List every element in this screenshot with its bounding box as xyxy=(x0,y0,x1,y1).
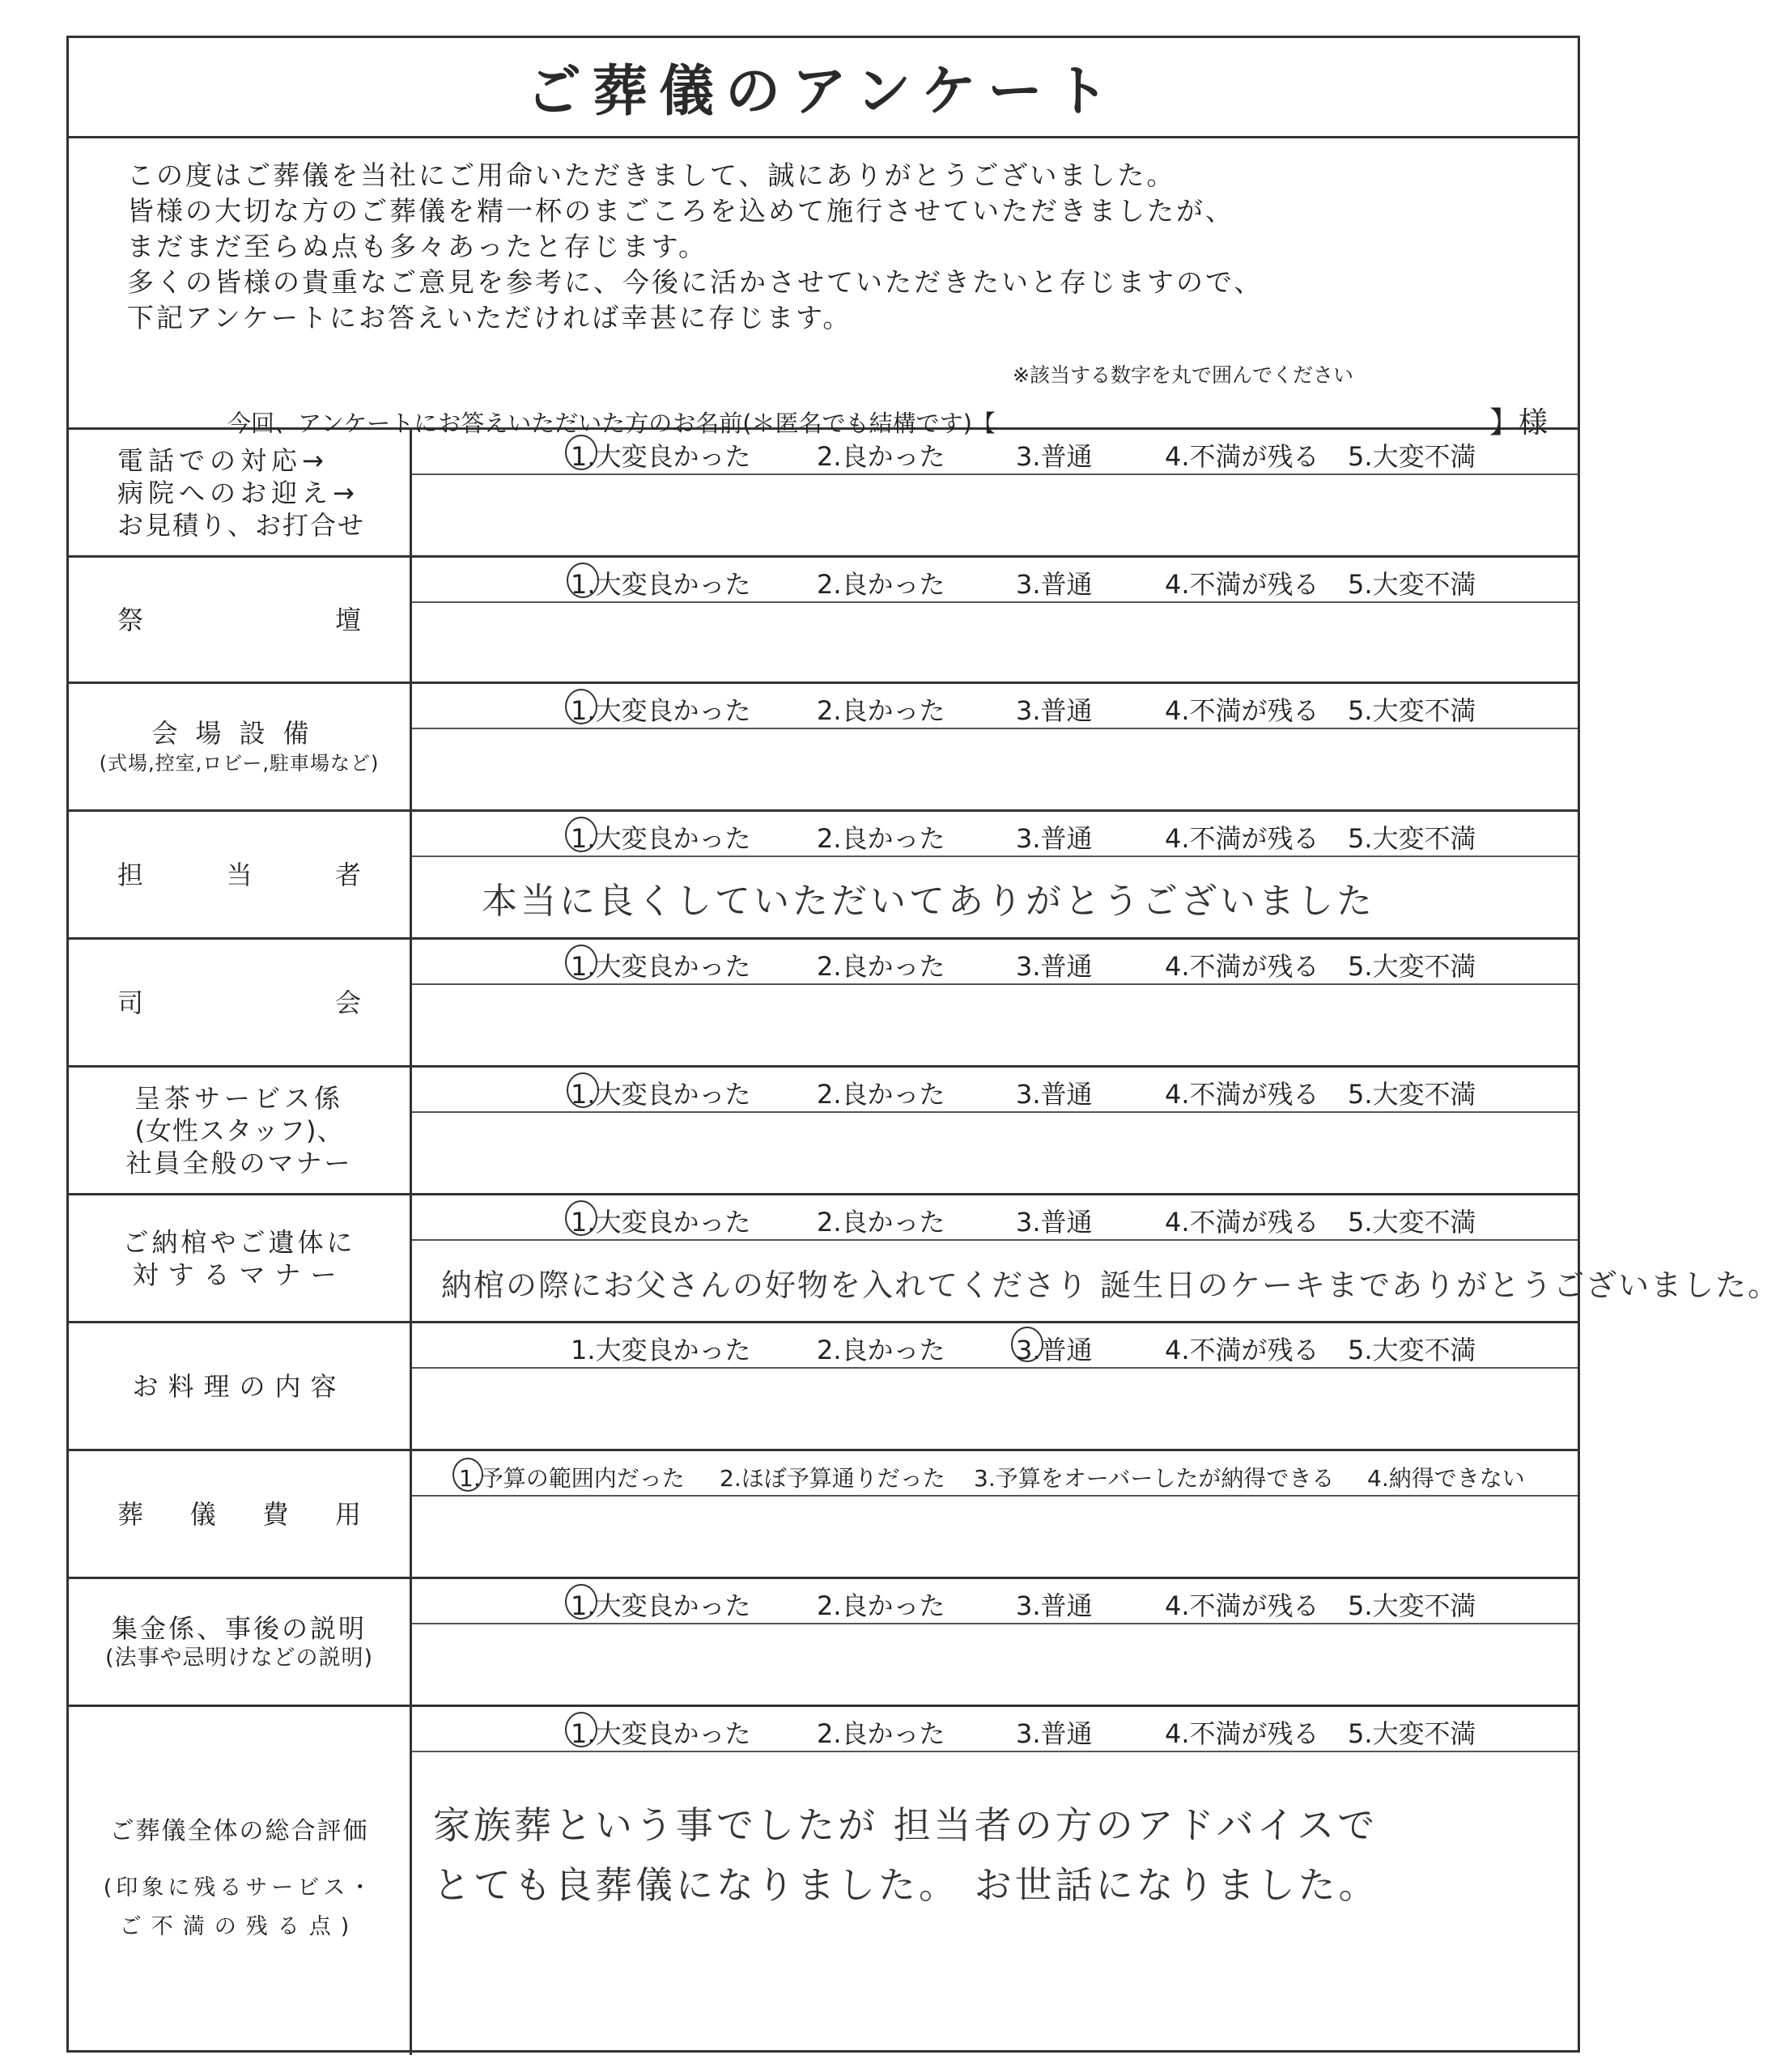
rating-option-2[interactable]: 2.良かった xyxy=(817,441,945,472)
question-row-altar xyxy=(69,558,1578,684)
question-label-line: 社員全般のマナー xyxy=(125,1147,353,1178)
rating-options xyxy=(412,1579,1578,1624)
rating-option-2[interactable]: 2.良かった xyxy=(817,1718,945,1749)
rating-option-2[interactable]: 2.良かった xyxy=(817,695,945,726)
label-char: 会 xyxy=(334,987,361,1018)
rating-option-2[interactable]: 2.良かった xyxy=(817,951,945,982)
cost-option-4[interactable]: 4.納得できない xyxy=(1367,1465,1525,1492)
question-row-mc xyxy=(69,940,1578,1068)
label-char: 費 xyxy=(262,1498,289,1530)
question-row-food xyxy=(69,1323,1578,1451)
rating-options xyxy=(412,1068,1578,1113)
question-label-sub: (印象に残るサービス・ xyxy=(103,1875,376,1900)
question-label xyxy=(69,1579,412,1705)
question-label-line: ご納棺やご遺体に xyxy=(122,1226,356,1258)
handwritten-comment: 家族葬という事でしたが 担当者の方のアドバイスで xyxy=(433,1803,1379,1847)
rating-option-3[interactable]: 3.普通 xyxy=(1016,1718,1093,1749)
question-label-line xyxy=(117,859,361,891)
rating-option-1[interactable]: 1.大変良かった xyxy=(571,695,751,726)
rating-option-3[interactable]: 3.普通 xyxy=(1016,1590,1093,1621)
question-label xyxy=(69,1195,412,1321)
rating-option-4[interactable]: 4.不満が残る xyxy=(1165,823,1319,854)
label-char: 葬 xyxy=(117,1498,144,1530)
label-char: 用 xyxy=(334,1498,361,1530)
rating-option-4[interactable]: 4.不満が残る xyxy=(1165,951,1319,982)
label-char: 当 xyxy=(226,859,253,890)
question-label-sub: (法事や忌明けなどの説明) xyxy=(104,1645,374,1671)
rating-option-5[interactable]: 5.大変不満 xyxy=(1348,441,1476,472)
rating-option-4[interactable]: 4.不満が残る xyxy=(1165,695,1319,726)
question-label xyxy=(69,1068,412,1193)
rating-option-1[interactable]: 1.大変良かった xyxy=(571,1079,751,1110)
question-label-line: 対するマナー xyxy=(132,1259,346,1290)
intro-line: 下記アンケートにお答えいただければ幸甚に存じます。 xyxy=(127,302,852,333)
rating-option-1[interactable]: 1.大変良かった xyxy=(571,441,751,472)
label-char: 祭 xyxy=(117,604,144,635)
cost-option-2[interactable]: 2.ほぼ予算通りだった xyxy=(720,1465,945,1492)
rating-option-5[interactable]: 5.大変不満 xyxy=(1348,1079,1476,1110)
rating-option-5[interactable]: 5.大変不満 xyxy=(1348,1335,1476,1365)
question-label-line xyxy=(117,1498,361,1531)
handwritten-comment: とても良葬儀になりました。 お世話になりました。 xyxy=(433,1863,1379,1907)
rating-option-1[interactable]: 1.大変良かった xyxy=(571,1590,751,1621)
question-label-line xyxy=(117,987,361,1019)
rating-options xyxy=(412,812,1578,857)
page-title: ご葬儀のアンケート xyxy=(526,60,1120,124)
question-row-staff xyxy=(69,812,1578,940)
rating-option-1[interactable]: 1.大変良かった xyxy=(571,569,751,600)
question-label xyxy=(69,812,412,937)
handwritten-comment: 本当に良くしていただいてありがとうございました xyxy=(482,881,1375,922)
intro-line: この度はご葬儀を当社にご用命いただきまして、誠にありがとうございました。 xyxy=(127,159,1176,191)
instruction-note: ※該当する数字を丸で囲んでください xyxy=(1013,363,1353,387)
survey-sheet xyxy=(66,36,1780,2053)
question-label-line: ご葬儀全体の総合評価 xyxy=(109,1817,369,1845)
question-label xyxy=(69,684,412,809)
intro-line: まだまだ至らぬ点も多々あったと存じます。 xyxy=(127,231,708,262)
rating-option-1[interactable]: 1.大変良かった xyxy=(571,1207,751,1238)
rating-option-1[interactable]: 1.大変良かった xyxy=(571,823,751,854)
cost-options xyxy=(412,1451,1578,1497)
label-char: 壇 xyxy=(334,604,361,635)
rating-option-4[interactable]: 4.不満が残る xyxy=(1165,569,1319,600)
question-label-line: (女性スタッフ)、 xyxy=(134,1115,344,1146)
question-row-venue xyxy=(69,684,1578,812)
question-row-overall xyxy=(69,1707,1578,2055)
rating-option-3[interactable]: 3.普通 xyxy=(1016,1207,1093,1238)
question-row-tea-service xyxy=(69,1068,1578,1195)
rating-option-3[interactable]: 3.普通 xyxy=(1016,951,1093,982)
question-label-line xyxy=(117,604,361,636)
rating-options xyxy=(412,1323,1578,1369)
rating-option-5[interactable]: 5.大変不満 xyxy=(1348,823,1476,854)
question-label xyxy=(69,430,412,555)
rating-option-2[interactable]: 2.良かった xyxy=(817,1335,945,1365)
question-label-line: お料理の内容 xyxy=(132,1370,346,1402)
rating-option-4[interactable]: 4.不満が残る xyxy=(1165,1335,1319,1365)
cost-option-1[interactable]: 1.予算の範囲内だった xyxy=(459,1465,685,1492)
rating-option-3[interactable]: 3.普通 xyxy=(1016,1079,1093,1110)
intro-section xyxy=(69,138,1578,439)
rating-options xyxy=(412,1195,1578,1241)
question-row-cost xyxy=(69,1451,1578,1579)
rating-option-2[interactable]: 2.良かった xyxy=(817,1079,945,1110)
question-label xyxy=(69,558,412,681)
question-label xyxy=(69,1323,412,1449)
respondent-name-suffix: 】様 xyxy=(1489,406,1548,439)
intro-line: 皆様の大切な方のご葬儀を精一杯のまごころを込めて施行させていただきましたが、 xyxy=(127,195,1234,227)
rating-option-2[interactable]: 2.良かった xyxy=(817,569,945,600)
label-char: 担 xyxy=(117,859,144,890)
rating-option-5[interactable]: 5.大変不満 xyxy=(1348,1590,1476,1621)
rating-option-1[interactable]: 1.大変良かった xyxy=(571,1718,751,1749)
question-row-phone xyxy=(69,430,1578,558)
question-label xyxy=(69,940,412,1065)
rating-option-2[interactable]: 2.良かった xyxy=(817,823,945,854)
rating-option-5[interactable]: 5.大変不満 xyxy=(1348,1718,1476,1749)
question-label-line: 病院へのお迎え→ xyxy=(117,477,359,508)
rating-option-5[interactable]: 5.大変不満 xyxy=(1348,569,1476,600)
rating-option-3[interactable]: 3.普通 xyxy=(1016,823,1093,854)
rating-option-5[interactable]: 5.大変不満 xyxy=(1348,1207,1476,1238)
rating-options xyxy=(412,684,1578,729)
respondent-name-label: 今回、アンケートにお答えいただいた方のお名前(＊匿名でも結構です)【 xyxy=(227,410,996,437)
rating-option-2[interactable]: 2.良かった xyxy=(817,1590,945,1621)
question-label xyxy=(69,1707,412,2055)
label-char: 司 xyxy=(117,987,144,1018)
rating-options xyxy=(412,558,1578,603)
rating-option-3[interactable]: 3.普通 xyxy=(1016,569,1093,600)
cost-option-3[interactable]: 3.予算をオーバーしたが納得できる xyxy=(974,1465,1335,1492)
handwritten-comment: 納棺の際にお父さんの好物を入れてくださり 誕生日のケーキまでありがとうございました。 xyxy=(441,1267,1780,1303)
rating-option-4[interactable]: 4.不満が残る xyxy=(1165,1718,1319,1749)
title-band xyxy=(69,38,1578,138)
rating-options xyxy=(412,1707,1578,1752)
question-label xyxy=(69,1451,412,1577)
rating-option-4[interactable]: 4.不満が残る xyxy=(1165,441,1319,472)
rating-option-3[interactable]: 3.普通 xyxy=(1016,1335,1093,1365)
rating-option-5[interactable]: 5.大変不満 xyxy=(1348,951,1476,982)
question-label-sub: (式場,控室,ロビー,駐車場など) xyxy=(99,751,380,775)
question-row-payment xyxy=(69,1579,1578,1707)
question-label-sub: ご不満の残る点) xyxy=(119,1914,359,1939)
label-char: 者 xyxy=(334,859,361,890)
rating-option-5[interactable]: 5.大変不満 xyxy=(1348,695,1476,726)
rating-option-3[interactable]: 3.普通 xyxy=(1016,695,1093,726)
rating-option-4[interactable]: 4.不満が残る xyxy=(1165,1207,1319,1238)
rating-option-1[interactable]: 1.大変良かった xyxy=(571,1335,751,1365)
rating-option-3[interactable]: 3.普通 xyxy=(1016,441,1093,472)
question-label-line: 呈茶サービス係 xyxy=(134,1082,344,1114)
rating-options xyxy=(412,940,1578,985)
rating-option-4[interactable]: 4.不満が残る xyxy=(1165,1590,1319,1621)
rating-option-4[interactable]: 4.不満が残る xyxy=(1165,1079,1319,1110)
question-label-line: 会場設備 xyxy=(151,717,327,749)
label-char: 儀 xyxy=(189,1498,216,1530)
intro-line: 多くの皆様の貴重なご意見を参考に、今後に活かさせていただきたいと存じますので、 xyxy=(127,266,1264,298)
question-label-line: 集金係、事後の説明 xyxy=(111,1612,367,1644)
question-label-line: 電話での対応→ xyxy=(117,444,329,476)
rating-option-2[interactable]: 2.良かった xyxy=(817,1207,945,1238)
question-row-encoffining xyxy=(69,1195,1780,1323)
rating-option-1[interactable]: 1.大変良かった xyxy=(571,951,751,982)
rating-options xyxy=(412,430,1578,475)
question-label-line: お見積り、お打合せ xyxy=(117,509,366,541)
